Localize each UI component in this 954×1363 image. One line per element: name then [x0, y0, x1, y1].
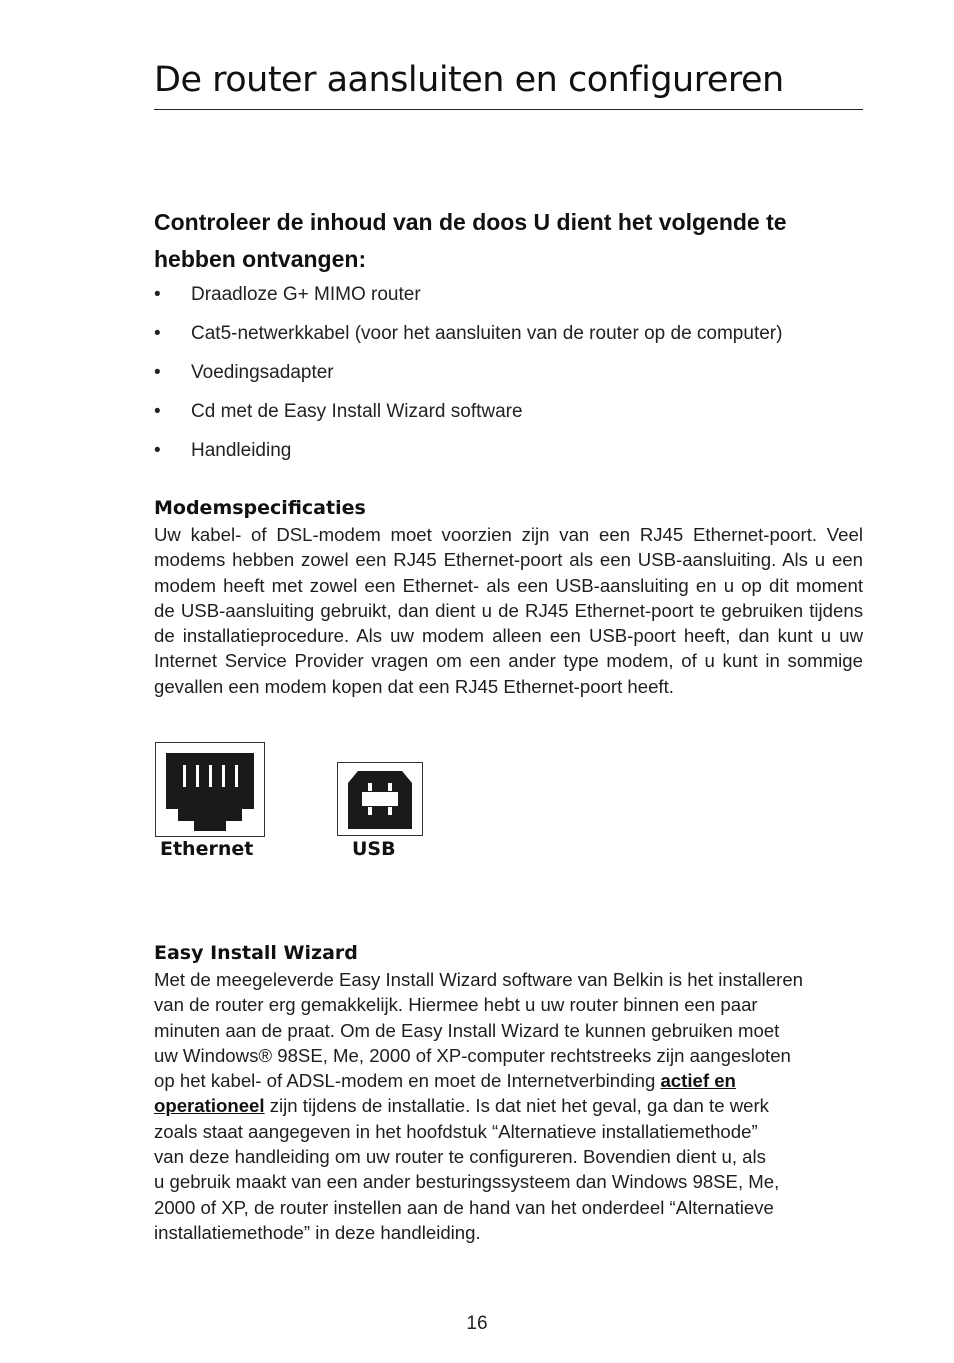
- modem-specs-heading: Modemspecificaties: [154, 497, 366, 519]
- usb-b-jack-icon: [338, 763, 422, 835]
- list-item-text: Handleiding: [191, 440, 292, 461]
- wizard-line: Met de meegeleverde Easy Install Wizard software van Belkin is het installeren: [154, 969, 804, 990]
- bullet-icon: •: [154, 323, 161, 344]
- list-item: [154, 359, 874, 398]
- list-item: [154, 437, 874, 476]
- page-number: 16: [466, 1313, 488, 1334]
- list-item-text: Cd met de Easy Install Wizard software: [191, 401, 523, 422]
- box-contents-list: [154, 281, 874, 476]
- wizard-line: uw Windows® 98SE, Me, 2000 of XP-computer rechtstreeks zijn aangesloten: [154, 1044, 791, 1066]
- wizard-line: zoals staat aangegeven in het hoofdstuk “Alternatieve installatiemethode”: [154, 1120, 758, 1142]
- bullet-icon: •: [154, 440, 161, 461]
- ethernet-label: Ethernet: [160, 838, 254, 860]
- wizard-body: [154, 967, 863, 1245]
- wizard-line: [154, 1093, 863, 1118]
- list-item-text: Voedingsadapter: [191, 362, 334, 383]
- list-item: [154, 281, 874, 320]
- wizard-line: installatiemethode” in deze handleiding.: [154, 1221, 481, 1243]
- wizard-line: van deze handleiding om uw router te configureren. Bovendien dient u, als: [154, 1146, 766, 1168]
- title-divider: [154, 109, 863, 110]
- modem-specs-body: Uw kabel- of DSL-modem moet voorzien zijn van een RJ45 Ethernet-poort. Veel modems hebben zowel een RJ45 Ethernet-poort als een USB-aansluiting. Als u een modem heeft met zowel een Ethernet- als een USB-aansluiting en u op dit moment de USB-aansluiting gebruikt, dan dient u de RJ45 Ethernet-poort te gebruiken tijdens de installatieprocedure. Als uw modem alleen een USB-poort heeft, dan kunt u uw Internet Service Provider vragen om een ander type modem, of u kunt in sommige gevallen een modem kopen dat een RJ45 Ethernet-poort heeft.: [154, 524, 863, 697]
- emphasis-operational-text: operationeel: [154, 1095, 265, 1117]
- list-item-text: Cat5-netwerkkabel (voor het aansluiten van de router op de computer): [191, 323, 783, 344]
- wizard-line-text: op het kabel- of ADSL-modem en moet de Internetverbinding: [154, 1070, 661, 1092]
- bullet-icon: •: [154, 362, 161, 383]
- list-item-text: Draadloze G+ MIMO router: [191, 284, 421, 305]
- ethernet-port-icon: [155, 742, 265, 837]
- wizard-line: van de router erg gemakkelijk. Hiermee hebt u uw router binnen een paar: [154, 994, 758, 1016]
- emphasis-active-text: actief en: [660, 1070, 736, 1092]
- wizard-line: 2000 of XP, de router instellen aan de hand van het onderdeel “Alternatieve: [154, 1196, 774, 1218]
- ethernet-jack-icon: [156, 743, 264, 836]
- list-item: [154, 398, 874, 437]
- bullet-icon: •: [154, 401, 161, 422]
- bullet-icon: •: [154, 284, 161, 305]
- page-title: De router aansluiten en configureren: [154, 60, 784, 100]
- wizard-line: minuten aan de praat. Om de Easy Install Wizard te kunnen gebruiken moet: [154, 1019, 780, 1041]
- usb-port-icon: [337, 762, 423, 836]
- box-contents-heading: Controleer de inhoud van de doos U dient het volgende te hebben ontvangen:: [154, 209, 787, 272]
- wizard-line: u gebruik maakt van een ander besturingssysteem dan Windows 98SE, Me,: [154, 1171, 780, 1193]
- wizard-line: [154, 1068, 863, 1093]
- wizard-heading: Easy Install Wizard: [154, 942, 358, 964]
- list-item: [154, 320, 874, 359]
- wizard-line-text: zijn tijdens de installatie. Is dat niet het geval, ga dan te werk: [264, 1095, 769, 1117]
- usb-label: USB: [352, 838, 396, 860]
